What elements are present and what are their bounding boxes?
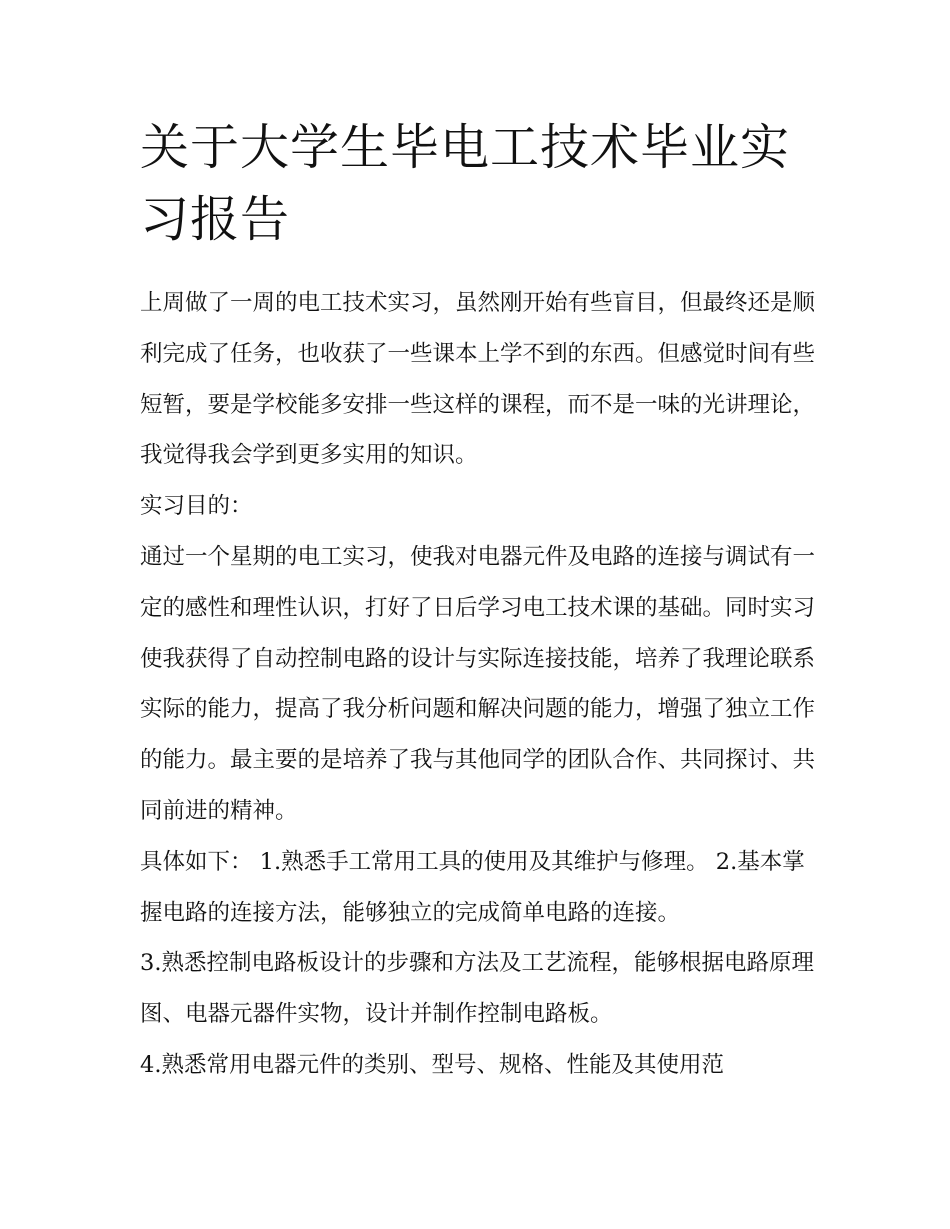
- paragraph-item-3: 3.熟悉控制电路板设计的步骤和方法及工艺流程，能够根据电路原理图、电器元器件实物，设计并制作控制电路板。: [140, 950, 814, 1028]
- document-body: [140, 278, 815, 1091]
- paragraph-intro: 上周做了一周的电工技术实习，虽然刚开始有些盲目，但最终还是顺利完成了任务，也收获了一些课本上学不到的东西。但感觉时间有些短暂，要是学校能多安排一些这样的课程，而不是一味的光讲理论，我觉得我会学到更多实用的知识。: [140, 290, 816, 469]
- document-title: 关于大学生毕电工技术毕业实习报告: [140, 119, 791, 248]
- paragraph-purpose-heading: 实习目的：: [140, 493, 253, 520]
- paragraph-item-4: 4.熟悉常用电器元件的类别、型号、规格、性能及其使用范: [140, 1051, 724, 1078]
- paragraph-purpose: 通过一个星期的电工实习，使我对电器元件及电路的连接与调试有一定的感性和理性认识，打好了日后学习电工技术课的基础。同时实习使我获得了自动控制电路的设计与实际连接技能，培养了我理论联系实际的能力，提高了我分析问题和解决问题的能力，增强了独立工作的能力。最主要的是培养了我与其他同学的团队合作、共同探讨、共同前进的精神。: [140, 543, 816, 824]
- paragraph-details: 具体如下： 1.熟悉手工常用工具的使用及其维护与修理。 2.基本掌握电路的连接方法，能够独立的完成简单电路的连接。: [140, 848, 805, 926]
